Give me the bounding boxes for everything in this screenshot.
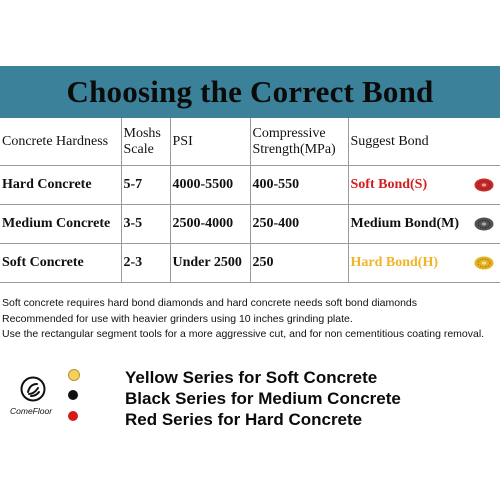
cell-psi: Under 2500 (170, 244, 250, 283)
cell-psi: 2500-4000 (170, 205, 250, 244)
brand-name: ComeFloor (10, 406, 53, 416)
cell-hardness: Soft Concrete (0, 244, 121, 283)
table-row (0, 166, 500, 205)
series-label-yellow: Yellow Series for Soft Concrete (125, 368, 378, 387)
cell-psi: 4000-5500 (170, 166, 250, 205)
bond-label-soft: Soft Bond(S) (350, 177, 428, 192)
title-band (0, 66, 500, 118)
black-series-dot (68, 390, 78, 400)
usage-notes (2, 296, 498, 343)
red-series-dot (68, 411, 78, 421)
note-line: Use the rectangular segment tools for a more aggressive cut, and for non cementitious coating removal. (2, 328, 485, 340)
gray-pad-icon (474, 217, 494, 231)
cell-hardness: Hard Concrete (0, 166, 121, 205)
cell-mpa: 250-400 (250, 205, 348, 244)
table-row (0, 244, 500, 283)
table-header-row (0, 118, 500, 166)
bond-label-medium: Medium Bond(M) (350, 216, 459, 231)
header-psi: PSI (170, 118, 250, 166)
header-compressive-strength: Compressive Strength(MPa) (250, 118, 348, 166)
table-row (0, 205, 500, 244)
cell-hardness: Medium Concrete (0, 205, 121, 244)
bond-label-hard: Hard Bond(H) (350, 255, 439, 270)
cell-bond (348, 244, 500, 283)
yellow-series-dot (68, 369, 80, 381)
page-title: Choosing the Correct Bond (66, 74, 434, 109)
header-suggest-bond: Suggest Bond (348, 118, 500, 166)
note-line: Soft concrete requires hard bond diamonds and hard concrete needs soft bond diamonds (2, 297, 418, 309)
brand-logo (10, 376, 66, 420)
cell-bond (348, 166, 500, 205)
cell-mohs: 5-7 (121, 166, 170, 205)
bond-table (0, 118, 500, 283)
header-concrete-hardness: Concrete Hardness (0, 118, 121, 166)
series-label-red: Red Series for Hard Concrete (125, 410, 363, 429)
cell-mpa: 400-550 (250, 166, 348, 205)
note-line: Recommended for use with heavier grinders using 10 inches grinding plate. (2, 312, 353, 325)
cell-bond (348, 205, 500, 244)
header-mohs-scale: Moshs Scale (121, 118, 170, 166)
cell-mohs: 2-3 (121, 244, 170, 283)
cell-mohs: 3-5 (121, 205, 170, 244)
yellow-pad-icon (474, 256, 494, 270)
cell-mpa: 250 (250, 244, 348, 283)
red-pad-icon (474, 178, 494, 192)
comefloor-logo-icon (20, 376, 46, 402)
series-label-black: Black Series for Medium Concrete (125, 389, 401, 408)
